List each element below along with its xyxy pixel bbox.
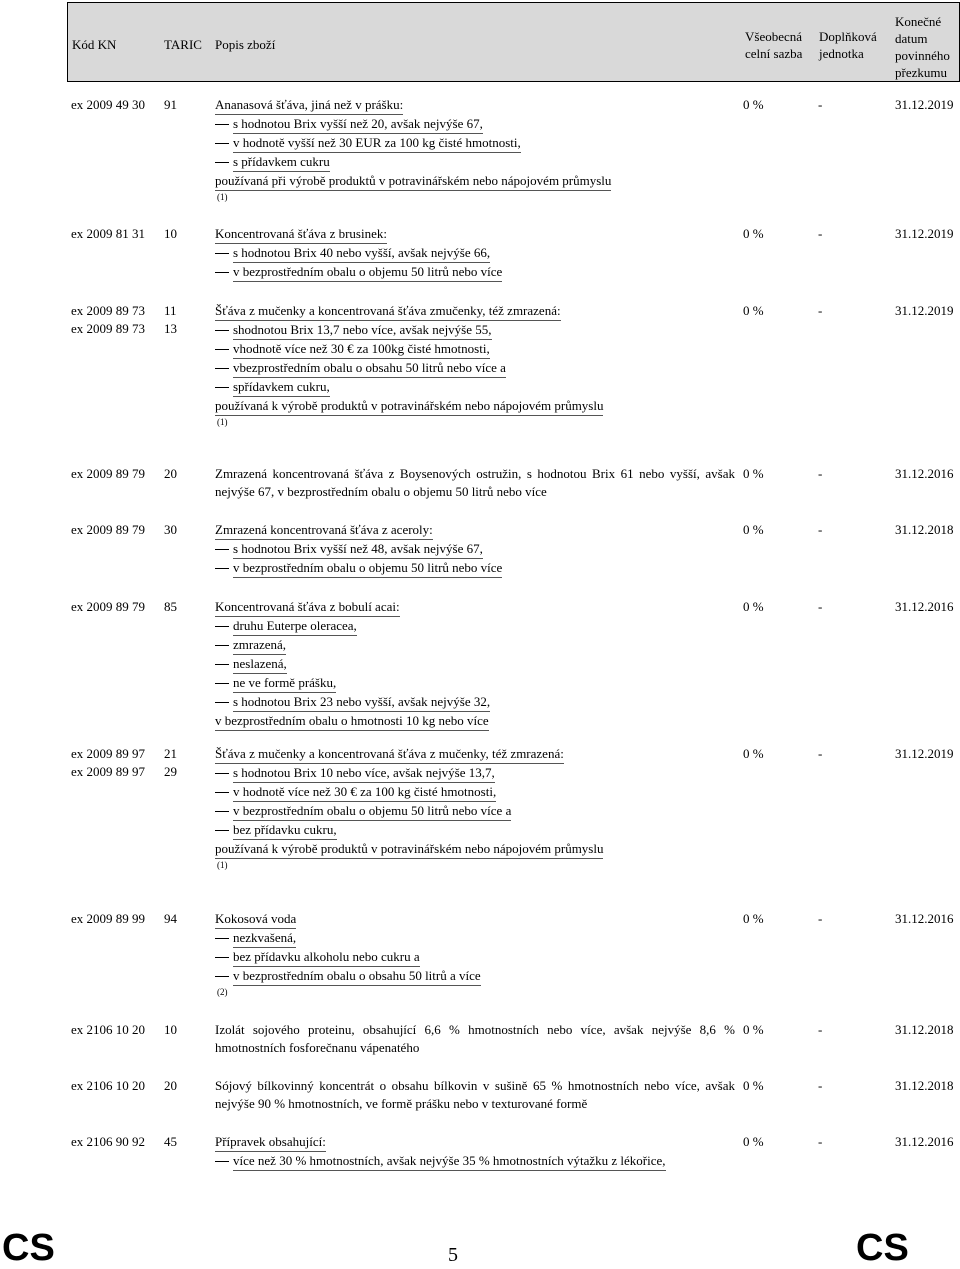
taric-code-line: 91 [164,97,177,112]
description-heading [215,745,735,764]
supplementary-unit: - [818,97,823,112]
taric-code [164,745,177,781]
description-heading [215,910,735,929]
goods-description [215,1021,735,1057]
description-indent-text: více než 30 % hmotnostních, avšak nejvýše 35 % hmotnostních výtažku z lékořice, [233,1152,666,1171]
description-indent-text: vhodnotě více než 30 € za 100kg čisté hmotnosti, [233,340,490,359]
footer-language-right: CS [856,1227,909,1269]
description-heading-text: Ananasová šťáva, jiná než v prášku: [215,96,403,115]
duty-rate: 0 % [743,522,764,537]
taric-code-line: 11 [164,303,177,318]
duty-rate: 0 % [743,599,764,614]
description-indent [215,764,735,783]
cn-code-line: ex 2009 89 73 [71,321,146,336]
footnote-ref: (1) [217,417,228,427]
cn-code-line: ex 2009 89 79 [71,599,146,614]
description-indent [215,559,735,578]
taric-code [164,1021,177,1039]
header-kn: Kód KN [72,37,117,52]
taric-code-line: 29 [164,764,177,779]
cn-code [71,1133,145,1151]
taric-code-line: 45 [164,1134,177,1149]
description-indent [215,636,735,655]
duty-rate: 0 % [743,911,764,926]
description-heading-text: Koncentrovaná šťáva z brusinek: [215,225,387,244]
cn-code [71,1021,145,1039]
description-condition [215,712,735,731]
cn-code-line: ex 2106 90 92 [71,1134,146,1149]
description-indent-text: v hodnotě více než 30 € za 100 kg čisté hmotnosti, [233,783,496,802]
description-indent-text: zmrazená, [233,636,286,655]
taric-code-line: 10 [164,1022,177,1037]
description-indent [215,134,735,153]
description-indent-text: v bezprostředním obalu o objemu 50 litrů nebo více a [233,802,511,821]
description-indent [215,115,735,134]
cn-code [71,1077,145,1095]
description-indent-text: bez přídavku alkoholu nebo cukru a [233,948,420,967]
cn-code-line: ex 2009 89 79 [71,466,146,481]
review-date: 31.12.2018 [895,522,954,537]
cn-code-line: ex 2106 10 20 [71,1078,146,1093]
taric-code [164,225,177,243]
supplementary-unit: - [818,522,823,537]
taric-code-line: 85 [164,599,177,614]
description-heading-text: Přípravek obsahující: [215,1133,326,1152]
table-header [67,2,960,82]
review-date: 31.12.2018 [895,1078,954,1093]
taric-code-line: 13 [164,321,177,336]
description-indent [215,821,735,840]
goods-description [215,598,735,731]
description-indent-text: shodnotou Brix 13,7 nebo více, avšak nejvýše 55, [233,321,492,340]
goods-description [215,302,735,428]
description-indent [215,948,735,967]
description-condition-text: používaná k výrobě produktů v potravinářském nebo nápojovém průmyslu [215,397,603,416]
cn-code [71,302,145,338]
review-date: 31.12.2016 [895,466,954,481]
description-indent [215,321,735,340]
cn-code-line: ex 2009 89 97 [71,746,146,761]
header-description: Popis zboží [215,37,276,52]
cn-code-line: ex 2106 10 20 [71,1022,146,1037]
description-heading [215,225,735,244]
supplementary-unit: - [818,599,823,614]
description-indent-text: vbezprostředním obalu o obsahu 50 litrů nebo více a [233,359,506,378]
review-date: 31.12.2018 [895,1022,954,1037]
description-text: Sójový bílkovinný koncentrát o obsahu bílkovin v sušině 65 % hmotnostních nebo více, avšak nejvýše 90 % hmotnostních, ve formě prášku nebo v texturované formě [215,1078,735,1111]
cn-code [71,521,145,539]
description-indent-text: s hodnotou Brix vyšší než 20, avšak nejvýše 67, [233,115,483,134]
supplementary-unit: - [818,226,823,241]
description-indent [215,340,735,359]
description-indent-text: nezkvašená, [233,929,296,948]
header-duty: Všeobecná celní sazba [745,29,803,61]
review-date: 31.12.2016 [895,911,954,926]
goods-description [215,521,735,578]
page-number: 5 [448,1244,458,1266]
description-condition-text: používaná při výrobě produktů v potravinářském nebo nápojovém průmyslu [215,172,611,191]
description-indent-text: s hodnotou Brix 40 nebo vyšší, avšak nejvýše 66, [233,244,490,263]
taric-code [164,1077,177,1095]
description-indent [215,359,735,378]
description-indent-text: druhu Euterpe oleracea, [233,617,357,636]
cn-code-line: ex 2009 89 73 [71,303,146,318]
description-heading [215,1133,735,1152]
description-indent-text: s hodnotou Brix 10 nebo více, avšak nejvýše 13,7, [233,764,495,783]
description-indent-text: v bezprostředním obalu o objemu 50 litrů nebo více [233,263,502,282]
review-date: 31.12.2019 [895,303,954,318]
goods-description [215,910,735,998]
duty-rate: 0 % [743,1078,764,1093]
supplementary-unit: - [818,1078,823,1093]
description-indent-text: v bezprostředním obalu o obsahu 50 litrů a více [233,967,481,986]
review-date: 31.12.2019 [895,97,954,112]
description-indent [215,929,735,948]
taric-code-line: 21 [164,746,177,761]
taric-code [164,465,177,483]
header-taric: TARIC [164,37,202,52]
description-indent-text: neslazená, [233,655,287,674]
review-date: 31.12.2016 [895,1134,954,1149]
cn-code [71,96,145,114]
header-unit: Doplňková jednotka [819,29,877,61]
supplementary-unit: - [818,1134,823,1149]
description-indent-text: bez přídavku cukru, [233,821,337,840]
cn-code-line: ex 2009 49 30 [71,97,146,112]
goods-description [215,1133,735,1171]
description-condition [215,172,735,191]
description-heading [215,598,735,617]
description-heading [215,96,735,115]
description-text: Zmrazená koncentrovaná šťáva z Boysenových ostružin, s hodnotou Brix 61 nebo vyšší, avšak nejvýše 67, v bezprostředním obalu o objemu 50 litrů nebo více [215,466,735,499]
description-indent [215,244,735,263]
goods-description [215,1077,735,1113]
supplementary-unit: - [818,746,823,761]
cn-code [71,745,145,781]
description-heading-text: Zmrazená koncentrovaná šťáva z aceroly: [215,521,433,540]
description-indent [215,802,735,821]
description-heading-text: Kokosová voda [215,910,296,929]
description-indent-text: s hodnotou Brix 23 nebo vyšší, avšak nejvýše 32, [233,693,490,712]
duty-rate: 0 % [743,97,764,112]
description-indent-text: spřídavkem cukru, [233,378,330,397]
review-date: 31.12.2016 [895,599,954,614]
description-heading [215,521,735,540]
description-condition-text: v bezprostředním obalu o hmotnosti 10 kg nebo více [215,712,489,731]
description-heading-text: Šťáva z mučenky a koncentrovaná šťáva z mučenky, též zmrazená: [215,745,564,764]
taric-code-line: 20 [164,466,177,481]
footnote-ref: (2) [217,987,228,997]
description-indent [215,783,735,802]
cn-code [71,598,145,616]
duty-rate: 0 % [743,466,764,481]
description-indent [215,263,735,282]
goods-description [215,745,735,871]
taric-code [164,598,177,616]
description-heading-text: Koncentrovaná šťáva z bobulí acai: [215,598,400,617]
taric-code-line: 10 [164,226,177,241]
cn-code [71,465,145,483]
description-indent-text: s hodnotou Brix vyšší než 48, avšak nejvýše 67, [233,540,483,559]
description-indent [215,655,735,674]
footnote-ref: (1) [217,192,228,202]
description-heading-text: Šťáva z mučenky a koncentrovaná šťáva zmučenky, též zmrazená: [215,302,561,321]
review-date: 31.12.2019 [895,746,954,761]
description-indent-text: s přídavkem cukru [233,153,330,172]
duty-rate: 0 % [743,226,764,241]
description-condition [215,397,735,416]
taric-code-line: 30 [164,522,177,537]
description-indent [215,617,735,636]
cn-code [71,225,145,243]
footer-language-left: CS [2,1227,55,1269]
goods-description [215,96,735,203]
cn-code-line: ex 2009 89 97 [71,764,146,779]
cn-code [71,910,145,928]
description-indent [215,967,735,986]
duty-rate: 0 % [743,746,764,761]
description-indent [215,693,735,712]
description-indent [215,1152,735,1171]
description-indent [215,153,735,172]
duty-rate: 0 % [743,1022,764,1037]
taric-code [164,1133,177,1151]
goods-description [215,465,735,501]
taric-code [164,910,177,928]
footnote-ref: (1) [217,860,228,870]
cn-code-line: ex 2009 81 31 [71,226,146,241]
description-indent [215,674,735,693]
description-text: Izolát sojového proteinu, obsahující 6,6 % hmotnostních nebo více, avšak nejvýše 8,6 % hmotnostních fosforečnanu vápenatého [215,1022,735,1055]
supplementary-unit: - [818,466,823,481]
taric-code [164,521,177,539]
description-condition-text: používaná k výrobě produktů v potravinářském nebo nápojovém průmyslu [215,840,603,859]
header-review-date: Konečné datum povinného přezkumu [895,14,950,80]
supplementary-unit: - [818,303,823,318]
description-condition [215,840,735,859]
description-heading [215,302,735,321]
taric-code-line: 20 [164,1078,177,1093]
goods-description [215,225,735,282]
description-indent [215,378,735,397]
taric-code [164,96,177,114]
supplementary-unit: - [818,911,823,926]
taric-code-line: 94 [164,911,177,926]
review-date: 31.12.2019 [895,226,954,241]
taric-code [164,302,177,338]
supplementary-unit: - [818,1022,823,1037]
duty-rate: 0 % [743,1134,764,1149]
description-indent-text: ne ve formě prášku, [233,674,336,693]
cn-code-line: ex 2009 89 99 [71,911,146,926]
duty-rate: 0 % [743,303,764,318]
description-indent [215,540,735,559]
description-indent-text: v hodnotě vyšší než 30 EUR za 100 kg čisté hmotnosti, [233,134,521,153]
cn-code-line: ex 2009 89 79 [71,522,146,537]
description-indent-text: v bezprostředním obalu o objemu 50 litrů nebo více [233,559,502,578]
